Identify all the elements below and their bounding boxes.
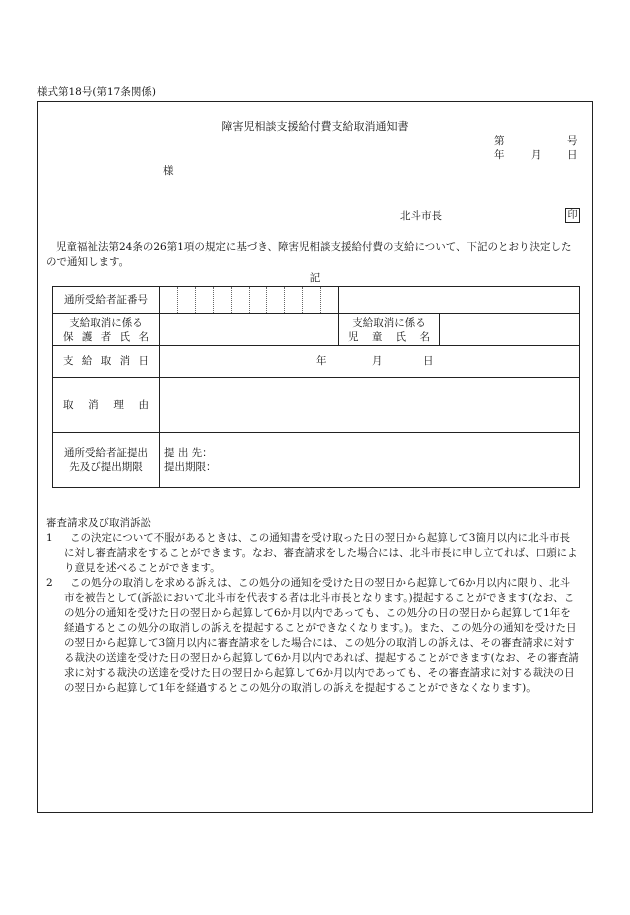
cancel-date-label-char: 日 — [138, 355, 149, 368]
submit-deadline-label: 提出期限： — [164, 461, 217, 473]
cancel-date-label — [53, 346, 160, 378]
guardian-label-char: 者 — [100, 330, 112, 343]
addressee-suffix: 様 — [163, 165, 174, 177]
guardian-label — [53, 314, 160, 346]
cert-digit-cell[interactable] — [303, 287, 321, 313]
appeal-item-text: この処分の取消しを求める訴えは、この処分の通知を受けた日の翌日から起算して6か月以内に限り、北斗市を被告として(訴訟において北斗市を代表する者は北斗市長となります。)提起することができます(なお、この処分の通知を受けた日の翌日から起算して6か月以内であっても、この処分の日の翌日から起算して1年を経過するとこの処分の取消しの訴えを提起することができなくなります。)。また、この処分の通知を受けた日の翌日から起算して3箇月以内に審査請求をした場合には、この処分の取消しの訴えは、その審査請求に対する裁決の送達を受けた日の翌日から起算して6か月以内であれば、提起することができます(なお、その審査請求に対する裁決の送達を受けた日の翌日から起算して6か月以内であっても、その審査請求に対する裁決の日の翌日から起算して1年を経過するとこの処分の取消しの訴えを提起することができなくなります)。 — [64, 577, 579, 694]
document-title: 障害児相談支援給付費支給取消通知書 — [221, 120, 409, 133]
submit-to-label: 提 出 先： — [164, 447, 213, 459]
reason-field[interactable] — [160, 378, 580, 433]
guardian-label-char: 氏 — [119, 330, 131, 343]
cert-digit-cell[interactable] — [196, 287, 214, 313]
cancel-date-field[interactable] — [160, 346, 580, 378]
appeal-section-title: 審査請求及び取消訴訟 — [46, 517, 151, 529]
issuer-name: 北斗市長 — [400, 210, 442, 222]
appeal-item-2 — [46, 576, 580, 696]
number-suffix: 号 — [567, 135, 578, 147]
appeal-item-1 — [46, 531, 580, 576]
cancel-month: 月 — [372, 355, 383, 367]
details-table — [52, 286, 580, 488]
appeal-item-text: この決定について不服があるときは、この通知書を受け取った日の翌日から起算して3箇月以内に北斗市長に対し審査請求をすることができます。なお、審査請求をした場合には、北斗市長に申し立てれば、口頭により意見を述べることができます。 — [64, 532, 578, 574]
child-label-char: 名 — [419, 330, 430, 343]
ki-heading: 記 — [309, 272, 321, 284]
guardian-name-field[interactable] — [160, 314, 339, 346]
reason-label-char: 理 — [113, 398, 124, 411]
reason-label-char: 取 — [63, 398, 74, 411]
cert-number-blank — [339, 287, 580, 314]
submit-label-line1: 通所受給者証提出 — [64, 447, 148, 459]
child-label-char: 児 — [348, 330, 359, 343]
cert-digit-cell[interactable] — [232, 287, 250, 313]
cancel-date-label-char: 給 — [81, 355, 93, 368]
cert-digit-cell[interactable] — [178, 287, 196, 313]
cancel-date-label-char: 支 — [63, 355, 74, 368]
child-label — [339, 314, 440, 346]
submit-label — [53, 433, 160, 488]
cert-digit-cell[interactable] — [214, 287, 232, 313]
submit-field[interactable] — [160, 433, 580, 488]
appeal-item-number: 2 — [46, 577, 53, 589]
guardian-label-char: 名 — [138, 330, 149, 343]
cert-number-row — [53, 287, 580, 314]
cert-digit-cell[interactable] — [267, 287, 285, 313]
seal-mark: 印 — [565, 208, 580, 223]
cert-digit-cell[interactable] — [250, 287, 268, 313]
child-name-field[interactable] — [440, 314, 580, 346]
names-row — [53, 314, 580, 346]
date-month-label: 月 — [531, 149, 542, 161]
date-day-label: 日 — [567, 149, 578, 161]
cancel-date-row — [53, 346, 580, 378]
cancel-date-label-char: 消 — [119, 355, 131, 368]
cancel-date-label-char: 取 — [100, 355, 112, 368]
guardian-label-line2 — [63, 330, 149, 344]
cert-digit-cell[interactable] — [285, 287, 303, 313]
date-year-label: 年 — [494, 149, 505, 161]
child-label-char: 氏 — [395, 330, 407, 343]
submit-label-line2: 先及び提出期限 — [69, 461, 143, 473]
child-label-char: 童 — [371, 330, 383, 343]
guardian-label-line1: 支給取消に係る — [69, 316, 143, 329]
appeal-item-number: 1 — [46, 532, 53, 544]
cert-number-label: 通所受給者証番号 — [53, 287, 160, 314]
reason-label-char: 由 — [138, 398, 149, 411]
child-label-line1: 支給取消に係る — [352, 316, 426, 329]
cert-digit-cell[interactable] — [160, 287, 178, 313]
number-prefix: 第 — [494, 135, 505, 147]
child-label-line2 — [348, 330, 430, 344]
cert-number-field[interactable] — [160, 287, 339, 314]
submit-row — [53, 433, 580, 488]
form-label: 様式第18号(第17条関係) — [37, 86, 156, 98]
cancel-day: 日 — [423, 355, 434, 367]
reason-label-char: 消 — [88, 398, 99, 411]
cert-digit-cell[interactable] — [321, 287, 338, 313]
reason-label — [53, 378, 160, 433]
body-paragraph: 児童福祉法第24条の26第1項の規定に基づき、障害児相談支援給付費の支給について、下記のとおり決定したので通知します。 — [46, 241, 572, 268]
guardian-label-char: 護 — [81, 330, 93, 343]
reason-row — [53, 378, 580, 433]
guardian-label-char: 保 — [63, 330, 74, 343]
cancel-year: 年 — [316, 355, 327, 367]
